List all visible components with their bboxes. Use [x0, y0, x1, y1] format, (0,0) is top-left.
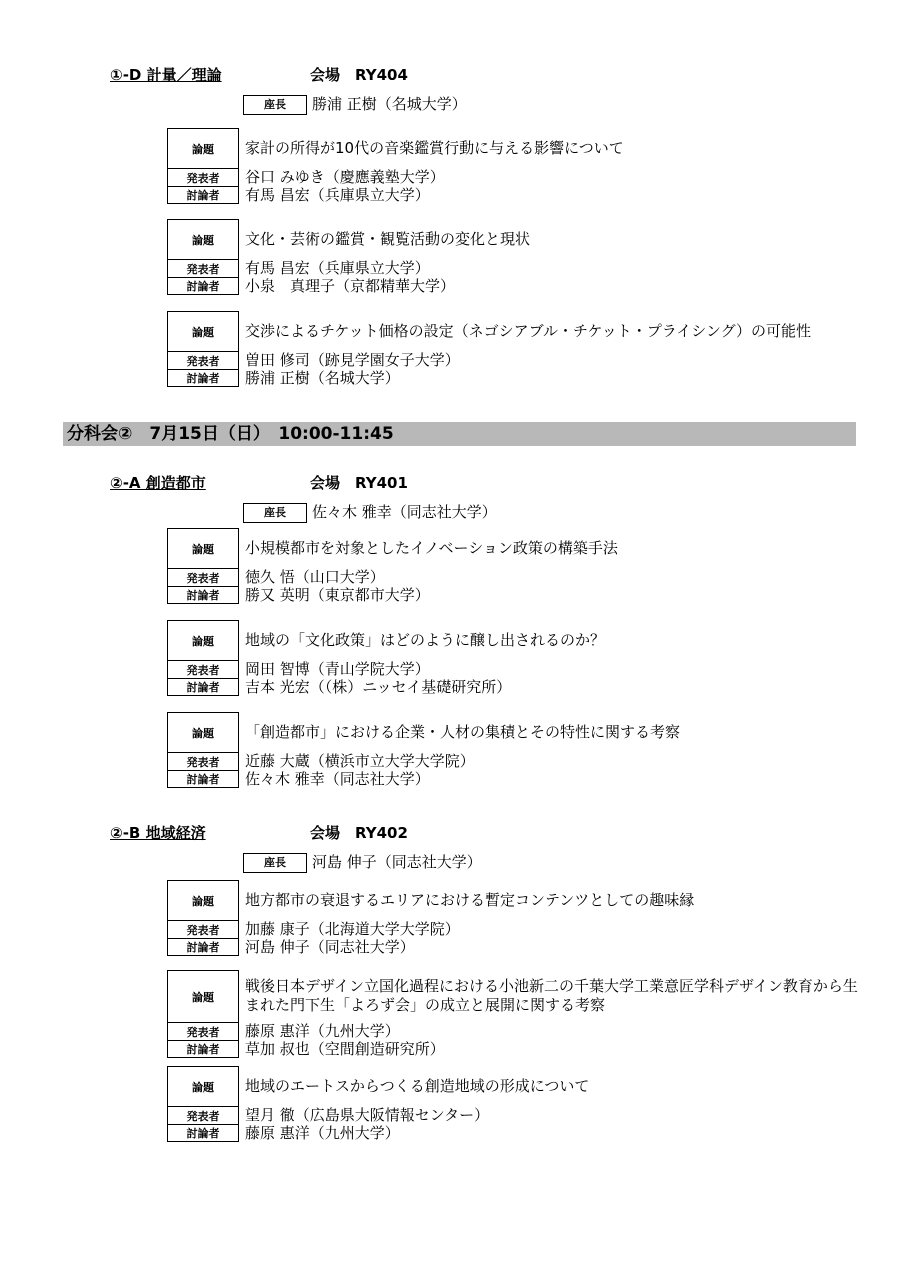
- title-label: 論題: [167, 712, 239, 752]
- session-code: ②-A 創造都市: [110, 474, 206, 492]
- paper-title: 地方都市の衰退するエリアにおける暫定コンテンツとしての趣味縁: [245, 890, 695, 909]
- title-label: 論題: [167, 311, 239, 351]
- presenter-name: 徳久 悟（山口大学）: [245, 568, 385, 586]
- presenter-label: 発表者: [167, 1022, 239, 1040]
- title-label: 論題: [167, 620, 239, 660]
- paper-block: [167, 1066, 867, 1142]
- presenter-label: 発表者: [167, 1106, 239, 1124]
- paper-block: [167, 712, 867, 788]
- paper-block: [167, 528, 867, 604]
- discussant-label: 討論者: [167, 586, 239, 604]
- session-venue: 会場 RY404: [310, 66, 408, 84]
- discussant-name: 河島 伸子（同志社大学）: [245, 938, 415, 956]
- discussant-name: 吉本 光宏（（株）ニッセイ基礎研究所）: [245, 678, 512, 696]
- chair-label: 座長: [243, 95, 307, 115]
- paper-block: [167, 219, 867, 295]
- chair-label: 座長: [243, 853, 307, 873]
- title-label: 論題: [167, 970, 239, 1022]
- title-label: 論題: [167, 219, 239, 259]
- discussant-name: 有馬 昌宏（兵庫県立大学）: [245, 186, 430, 204]
- session-code: ①-D 計量／理論: [110, 66, 222, 84]
- title-label: 論題: [167, 880, 239, 920]
- presenter-name: 近藤 大蔵（横浜市立大学大学院）: [245, 752, 475, 770]
- presenter-label: 発表者: [167, 568, 239, 586]
- paper-title: 文化・芸術の鑑賞・観覧活動の変化と現状: [245, 229, 531, 248]
- discussant-label: 討論者: [167, 678, 239, 696]
- discussant-name: 勝又 英明（東京都市大学）: [245, 586, 430, 604]
- title-label: 論題: [167, 128, 239, 168]
- discussant-name: 藤原 惠洋（九州大学）: [245, 1124, 400, 1142]
- discussant-name: 草加 叔也（空間創造研究所）: [245, 1040, 445, 1058]
- discussant-label: 討論者: [167, 1124, 239, 1142]
- presenter-name: 望月 徹（広島県大阪情報センター）: [245, 1106, 490, 1124]
- section-banner: 分科会② 7月15日（日） 10:00-11:45: [63, 422, 856, 446]
- presenter-name: 有馬 昌宏（兵庫県立大学）: [245, 259, 430, 277]
- discussant-name: 勝浦 正樹（名城大学）: [245, 369, 400, 387]
- chair-name: 佐々木 雅幸（同志社大学）: [312, 503, 497, 521]
- paper-title: 家計の所得が10代の音楽鑑賞行動に与える影響について: [245, 138, 624, 157]
- session-code: ②-B 地域経済: [110, 824, 206, 842]
- discussant-name: 小泉 真理子（京都精華大学）: [245, 277, 456, 295]
- session-venue: 会場 RY402: [310, 824, 408, 842]
- paper-block: [167, 620, 867, 696]
- chair-name: 河島 伸子（同志社大学）: [312, 853, 482, 871]
- paper-title: 交渉によるチケット価格の設定（ネゴシアブル・チケット・プライシング）の可能性: [245, 321, 812, 340]
- discussant-label: 討論者: [167, 277, 239, 295]
- paper-block: [167, 880, 867, 956]
- presenter-label: 発表者: [167, 259, 239, 277]
- presenter-label: 発表者: [167, 351, 239, 369]
- title-label: 論題: [167, 528, 239, 568]
- presenter-label: 発表者: [167, 168, 239, 186]
- title-label: 論題: [167, 1066, 239, 1106]
- paper-block: [167, 311, 867, 387]
- paper-title: 戦後日本デザイン立国化過程における小池新二の千葉大学工業意匠学科デザイン教育から生まれた門下生「よろず会」の成立と展開に関する考察: [245, 977, 858, 1014]
- paper-block: [167, 970, 867, 1058]
- discussant-label: 討論者: [167, 186, 239, 204]
- discussant-label: 討論者: [167, 1040, 239, 1058]
- paper-title: 小規模都市を対象としたイノベーション政策の構築手法: [245, 538, 618, 557]
- paper-title: 地域のエートスからつくる創造地域の形成について: [245, 1076, 590, 1095]
- paper-block: [167, 128, 867, 204]
- presenter-label: 発表者: [167, 660, 239, 678]
- chair-name: 勝浦 正樹（名城大学）: [312, 95, 467, 113]
- presenter-label: 発表者: [167, 920, 239, 938]
- discussant-name: 佐々木 雅幸（同志社大学）: [245, 770, 430, 788]
- presenter-name: 谷口 みゆき（慶應義塾大学）: [245, 168, 445, 186]
- discussant-label: 討論者: [167, 369, 239, 387]
- presenter-label: 発表者: [167, 752, 239, 770]
- session-venue: 会場 RY401: [310, 474, 408, 492]
- paper-title: 「創造都市」における企業・人材の集積とその特性に関する考察: [245, 722, 681, 741]
- presenter-name: 曽田 修司（跡見学園女子大学）: [245, 351, 460, 369]
- discussant-label: 討論者: [167, 770, 239, 788]
- presenter-name: 藤原 惠洋（九州大学）: [245, 1022, 400, 1040]
- presenter-name: 岡田 智博（青山学院大学）: [245, 660, 430, 678]
- chair-label: 座長: [243, 503, 307, 523]
- paper-title: 地域の「文化政策」はどのように醸し出されるのか？: [245, 630, 606, 649]
- discussant-label: 討論者: [167, 938, 239, 956]
- presenter-name: 加藤 康子（北海道大学大学院）: [245, 920, 460, 938]
